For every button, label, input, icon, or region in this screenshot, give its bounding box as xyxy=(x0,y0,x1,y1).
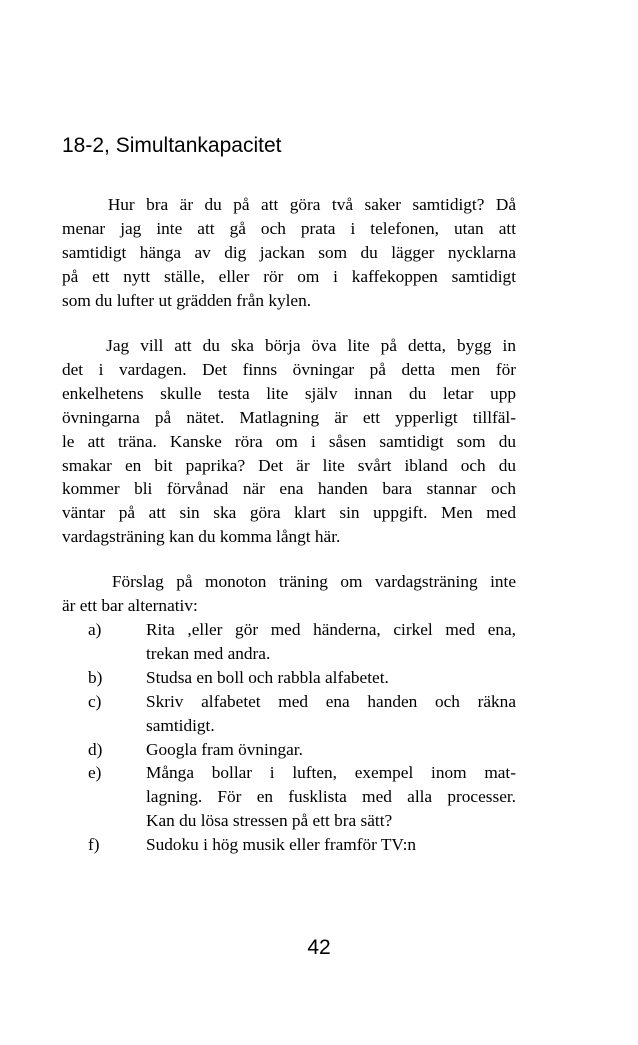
text-line: Jag vill att du ska börja öva lite på detta, bygg in xyxy=(62,336,516,355)
list-item-line: Studsa en boll och rabbla alfabetet. xyxy=(146,667,389,687)
list-item-line: Många bollar i luften, exempel inom mat- xyxy=(146,763,516,783)
text-line: enkelhetens skulle testa lite själv innan du letar upp xyxy=(62,383,516,403)
list-item-line: Googla fram övningar. xyxy=(146,739,303,759)
text-line: som du lufter ut grädden från kylen. xyxy=(62,290,312,310)
text-line: le att träna. Kanske röra om i såsen samtidigt som du xyxy=(62,431,516,451)
paragraph-intro xyxy=(62,193,516,313)
page-number: 42 xyxy=(307,936,331,959)
list-item-line: lagning. För en fusklista med alla processer. xyxy=(146,787,516,807)
text-line: Hur bra är du på att göra två saker samtidigt? Då xyxy=(62,195,516,214)
list-marker: a) xyxy=(88,620,102,639)
list-item-line: trekan med andra. xyxy=(146,643,271,663)
text-line: är ett bar alternativ: xyxy=(62,595,198,615)
list-item-line: Skriv alfabetet med ena handen och räkna xyxy=(146,691,516,711)
text-line: smakar en bit paprika? Det är lite svårt ibland och du xyxy=(62,455,516,475)
text-line: på ett nytt ställe, eller rör om i kaffekoppen samtidigt xyxy=(62,266,516,286)
list-item-line: Kan du lösa stressen på ett bra sätt? xyxy=(146,811,393,831)
list-marker: c) xyxy=(88,691,102,711)
list-item xyxy=(62,738,516,762)
list-item xyxy=(62,833,516,857)
list-item xyxy=(62,666,516,690)
list-item-line: samtidigt. xyxy=(146,715,215,735)
list-item xyxy=(62,618,516,666)
exercise-list xyxy=(62,618,516,857)
list-marker: b) xyxy=(88,667,103,687)
text-line: kommer bli förvånad när ena handen bara stannar och xyxy=(62,479,516,499)
section-heading: 18-2, Simultankapacitet xyxy=(62,134,282,157)
list-item-line: Rita ,eller gör med händerna, cirkel med ena, xyxy=(146,620,516,639)
paragraph-suggestions xyxy=(62,570,516,618)
list-marker: d) xyxy=(88,739,103,759)
text-line: samtidigt hänga av dig jackan som du lägger nycklarna xyxy=(62,242,516,262)
text-line: Förslag på monoton träning om vardagsträning inte xyxy=(62,572,516,591)
text-line: vardagsträning kan du komma långt här. xyxy=(62,527,341,547)
paragraph-practice xyxy=(62,334,516,549)
list-marker: f) xyxy=(88,835,100,855)
text-line: väntar på att sin ska göra klart sin uppgift. Men med xyxy=(62,503,516,523)
list-item xyxy=(62,690,516,738)
list-item-line: Sudoku i hög musik eller framför TV:n xyxy=(146,835,417,855)
list-item xyxy=(62,761,516,833)
text-line: övningarna på nätet. Matlagning är ett ypperligt tillfäl- xyxy=(62,407,516,427)
text-line: menar jag inte att gå och prata i telefonen, utan att xyxy=(62,218,516,238)
list-marker: e) xyxy=(88,763,102,783)
text-line: det i vardagen. Det finns övningar på detta men för xyxy=(62,359,516,379)
